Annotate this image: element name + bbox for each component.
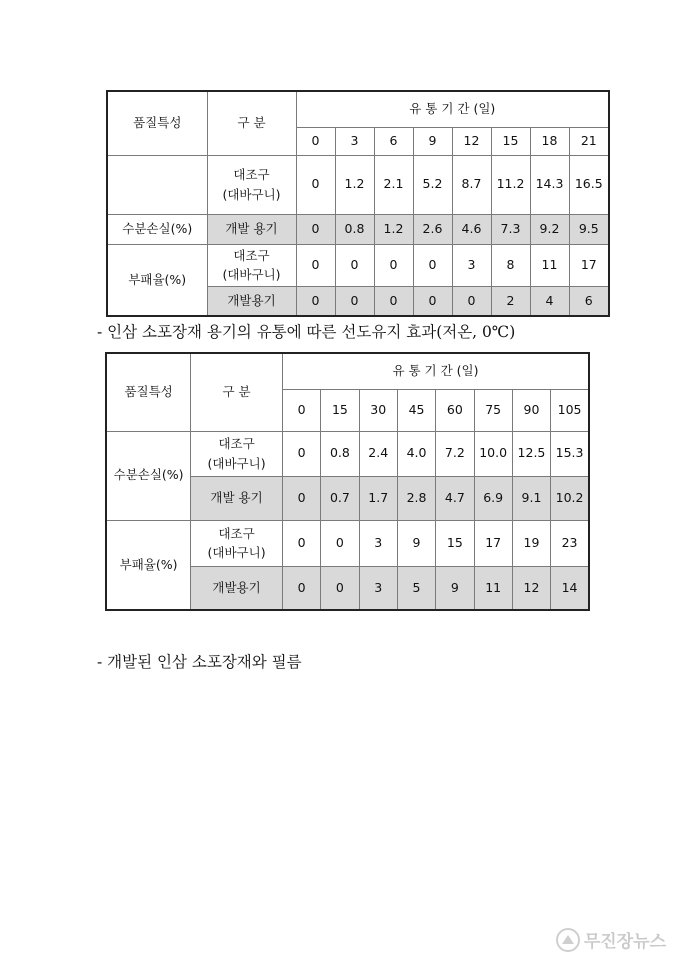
value-cell: 12	[512, 566, 550, 610]
value-cell: 0	[282, 431, 320, 476]
value-cell: 17	[474, 520, 512, 566]
value-cell: 7.2	[436, 431, 474, 476]
value-cell: 16.5	[569, 155, 609, 214]
value-cell: 0	[282, 520, 320, 566]
value-cell: 9.2	[530, 214, 569, 244]
value-cell: 9.1	[512, 476, 550, 520]
value-cell: 15.3	[551, 431, 589, 476]
value-cell: 0	[282, 476, 320, 520]
value-cell: 0.8	[335, 214, 374, 244]
day-header: 15	[491, 127, 530, 155]
property-moisture-loss: 수분손실(%)	[106, 431, 191, 520]
value-cell: 14	[551, 566, 589, 610]
day-header: 75	[474, 389, 512, 431]
caption-low-temp: - 인삼 소포장재 용기의 유통에 따른 선도유지 효과(저온, 0℃)	[97, 323, 516, 341]
value-cell: 23	[551, 520, 589, 566]
watermark-logo	[556, 927, 666, 952]
value-cell: 9	[397, 520, 435, 566]
value-cell: 0	[321, 566, 359, 610]
value-cell: 7.3	[491, 214, 530, 244]
value-cell: 6	[569, 286, 609, 316]
value-cell: 3	[359, 566, 397, 610]
header-category: 구 분	[207, 91, 296, 155]
value-cell: 2.8	[397, 476, 435, 520]
day-header: 105	[551, 389, 589, 431]
header-period: 유 통 기 간 (일)	[296, 91, 609, 127]
day-header: 18	[530, 127, 569, 155]
mountain-icon	[556, 928, 580, 952]
property-moisture-loss: 수분손실(%)	[107, 214, 207, 244]
value-cell: 0	[296, 286, 335, 316]
value-cell: 4	[530, 286, 569, 316]
day-header: 21	[569, 127, 609, 155]
value-cell: 0	[296, 214, 335, 244]
value-cell: 5.2	[413, 155, 452, 214]
day-header: 12	[452, 127, 491, 155]
day-header: 90	[512, 389, 550, 431]
category-cell: 개발용기	[207, 286, 296, 316]
value-cell: 8.7	[452, 155, 491, 214]
value-cell: 4.0	[397, 431, 435, 476]
header-quality-property: 품질특성	[107, 91, 207, 155]
value-cell: 0	[296, 244, 335, 286]
day-header: 60	[436, 389, 474, 431]
value-cell: 0	[321, 520, 359, 566]
caption-developed-packaging: - 개발된 인삼 소포장재와 필름	[97, 653, 302, 671]
value-cell: 0	[374, 286, 413, 316]
day-header: 6	[374, 127, 413, 155]
value-cell: 17	[569, 244, 609, 286]
freshness-table-room-temp	[106, 90, 610, 317]
value-cell: 10.2	[551, 476, 589, 520]
value-cell: 15	[436, 520, 474, 566]
day-header: 3	[335, 127, 374, 155]
freshness-table-low-temp	[105, 352, 590, 611]
value-cell: 12.5	[512, 431, 550, 476]
value-cell: 11	[530, 244, 569, 286]
property-decay-rate: 부패율(%)	[106, 520, 191, 610]
value-cell: 3	[359, 520, 397, 566]
value-cell: 2.6	[413, 214, 452, 244]
property-decay-rate: 부패율(%)	[107, 244, 207, 316]
category-cell: 개발 용기	[191, 476, 283, 520]
value-cell: 14.3	[530, 155, 569, 214]
header-category: 구 분	[191, 353, 283, 431]
category-cell: 대조구 (대바구니)	[207, 155, 296, 214]
value-cell: 11.2	[491, 155, 530, 214]
value-cell: 0.8	[321, 431, 359, 476]
value-cell: 9	[436, 566, 474, 610]
value-cell: 0	[335, 286, 374, 316]
value-cell: 0.7	[321, 476, 359, 520]
category-cell: 개발용기	[191, 566, 283, 610]
value-cell: 0	[374, 244, 413, 286]
day-header: 9	[413, 127, 452, 155]
value-cell: 6.9	[474, 476, 512, 520]
header-quality-property: 품질특성	[106, 353, 191, 431]
property-cell-empty	[107, 155, 207, 214]
value-cell: 0	[452, 286, 491, 316]
value-cell: 0	[413, 244, 452, 286]
value-cell: 8	[491, 244, 530, 286]
value-cell: 9.5	[569, 214, 609, 244]
value-cell: 0	[296, 155, 335, 214]
watermark-text: 무진장뉴스	[583, 932, 666, 952]
value-cell: 19	[512, 520, 550, 566]
value-cell: 0	[335, 244, 374, 286]
value-cell: 0	[413, 286, 452, 316]
day-header: 30	[359, 389, 397, 431]
day-header: 0	[296, 127, 335, 155]
day-header: 45	[397, 389, 435, 431]
category-cell: 대조구 (대바구니)	[191, 520, 283, 566]
value-cell: 5	[397, 566, 435, 610]
category-cell: 대조구 (대바구니)	[191, 431, 283, 476]
header-period: 유 통 기 간 (일)	[282, 353, 589, 389]
day-header: 15	[321, 389, 359, 431]
value-cell: 2.1	[374, 155, 413, 214]
value-cell: 3	[452, 244, 491, 286]
value-cell: 2	[491, 286, 530, 316]
value-cell: 2.4	[359, 431, 397, 476]
value-cell: 4.6	[452, 214, 491, 244]
value-cell: 1.7	[359, 476, 397, 520]
value-cell: 1.2	[335, 155, 374, 214]
value-cell: 4.7	[436, 476, 474, 520]
category-cell: 대조구 (대바구니)	[207, 244, 296, 286]
value-cell: 0	[282, 566, 320, 610]
day-header: 0	[282, 389, 320, 431]
value-cell: 1.2	[374, 214, 413, 244]
value-cell: 11	[474, 566, 512, 610]
value-cell: 10.0	[474, 431, 512, 476]
category-cell: 개발 용기	[207, 214, 296, 244]
